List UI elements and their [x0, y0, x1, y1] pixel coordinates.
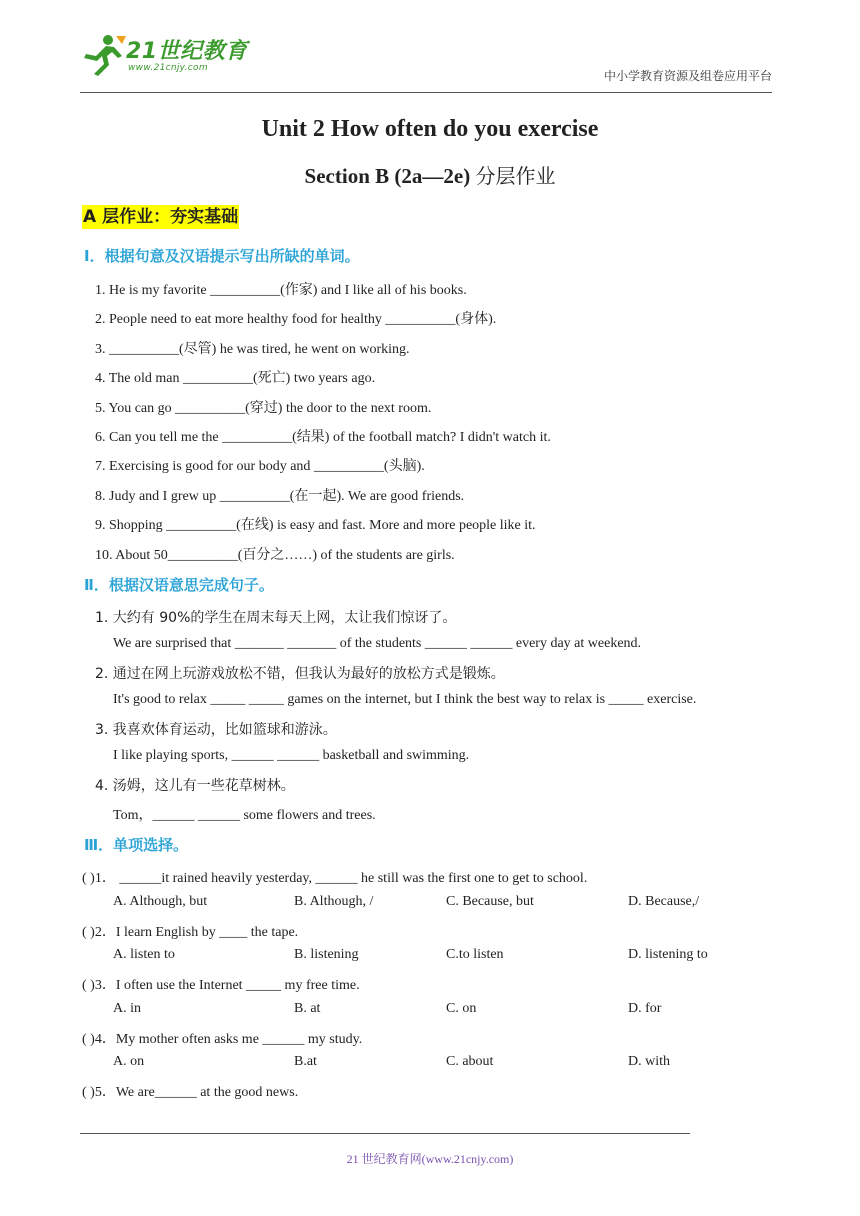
- question-3: ( )3．I often use the Internet _____ my free time.: [82, 978, 360, 993]
- subtitle-en: Section B (2a—2e): [304, 164, 471, 188]
- option-d: D. Because,/: [628, 894, 700, 909]
- section2-heading: Ⅱ．根据汉语意思完成句子。: [84, 576, 274, 594]
- header-platform-text: 中小学教育资源及组卷应用平台: [603, 69, 772, 83]
- section1-item: 7. Exercising is good for our body and __________(头脑).: [95, 459, 425, 474]
- layer-label: A 层作业：夯实基础: [83, 207, 239, 227]
- section2-item-en: It's good to relax _____ _____ games on the internet, but I think the best way to relax is _____ exercise.: [113, 692, 697, 707]
- footer-divider: [80, 1133, 690, 1134]
- header-divider: [80, 92, 772, 93]
- option-a: A. in: [113, 1001, 141, 1016]
- section2-item-en: We are surprised that _______ _______ of the students ______ ______ every day at weekend.: [113, 636, 642, 651]
- option-a: A. on: [113, 1054, 145, 1069]
- page-subtitle: [0, 160, 860, 189]
- section1-item: 4. The old man __________(死亡) two years ago.: [95, 371, 376, 386]
- question-2: ( )2．I learn English by ____ the tape.: [82, 925, 299, 940]
- option-b: B. listening: [294, 947, 359, 962]
- option-c: C. on: [446, 1001, 477, 1016]
- section1-item: 9. Shopping __________(在线) is easy and fast. More and more people like it.: [95, 518, 536, 533]
- section2-item-zh: 3. 我喜欢体育运动，比如篮球和游泳。: [95, 722, 337, 738]
- section1-item: 1. He is my favorite __________(作家) and I like all of his books.: [95, 283, 467, 298]
- option-d: D. with: [628, 1054, 670, 1069]
- section2-item-en: I like playing sports, ______ ______ basketball and swimming.: [113, 748, 470, 763]
- site-logo: [78, 34, 248, 80]
- section2-item-zh: 2. 通过在网上玩游戏放松不错，但我认为最好的放松方式是锻炼。: [95, 666, 505, 682]
- option-b: B. Although, /: [294, 894, 374, 909]
- logo-text: 21世纪教育: [126, 39, 248, 64]
- option-a: A. listen to: [113, 947, 175, 962]
- question-5: ( )5．We are______ at the good news.: [82, 1085, 299, 1100]
- section1-item: 2. People need to eat more healthy food for healthy __________(身体).: [95, 312, 497, 327]
- section2-item-zh: 1. 大约有 90%的学生在周末每天上网，太让我们惊讶了。: [95, 610, 457, 626]
- question-1: ( )1． ______it rained heavily yesterday, ______ he still was the first one to get to school.: [82, 871, 588, 886]
- footer-text: 21 世纪教育网(www.21cnjy.com): [346, 1152, 514, 1166]
- option-a: A. Although, but: [113, 894, 208, 909]
- question-4: ( )4．My mother often asks me ______ my study.: [82, 1032, 363, 1047]
- section1-item: 3. __________(尽管) he was tired, he went on working.: [95, 342, 410, 357]
- runner-logo-icon: [78, 34, 126, 78]
- section1-item: 10. About 50__________(百分之……) of the students are girls.: [95, 548, 455, 563]
- section3-heading: Ⅲ．单项选择。: [84, 836, 189, 854]
- section1-item: 6. Can you tell me the __________(结果) of the football match? I didn't watch it.: [95, 430, 551, 445]
- subtitle-zh: 分层作业: [475, 164, 556, 188]
- option-d: D. listening to: [628, 947, 708, 962]
- section2-item-en: Tom，______ ______ some flowers and trees.: [113, 808, 376, 823]
- option-c: C. about: [446, 1054, 494, 1069]
- section1-item: 8. Judy and I grew up __________(在一起). We are good friends.: [95, 489, 465, 504]
- section1-item: 5. You can go __________(穿过) the door to the next room.: [95, 401, 432, 416]
- section1-heading: Ⅰ．根据句意及汉语提示写出所缺的单词。: [84, 247, 360, 265]
- option-b: B. at: [294, 1001, 321, 1016]
- option-c: C. Because, but: [446, 894, 534, 909]
- option-d: D. for: [628, 1001, 662, 1016]
- option-b: B.at: [294, 1054, 317, 1069]
- logo-url: www.21cnjy.com: [128, 63, 208, 73]
- option-c: C.to listen: [446, 947, 504, 962]
- page-title: Unit 2 How often do you exercise: [261, 116, 599, 142]
- section2-item-zh: 4. 汤姆，这儿有一些花草树林。: [95, 778, 295, 794]
